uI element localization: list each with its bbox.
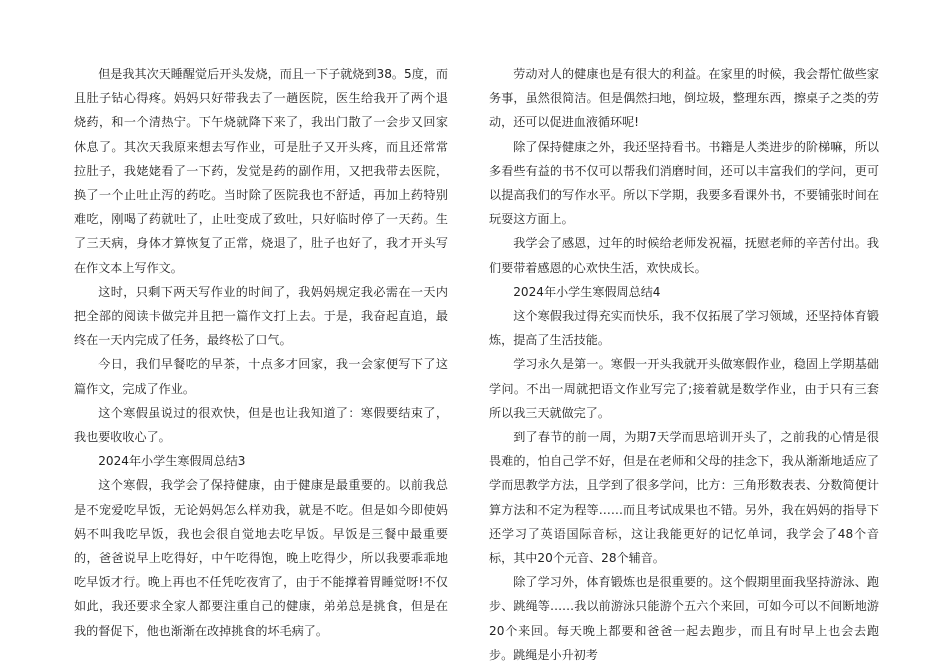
paragraph: 这个寒假，我学会了保持健康，由于健康是最重要的。以前我总是不宠爱吃早饭，无论妈妈怎么样劝我，就是不吃。但是如今即使妈妈不叫我吃早饭，我也会很自觉地去吃早饭。早饭是三餐中最重要的，爸爸说早上吃得好，中午吃得饱，晚上吃得少，所以我要乖乖地吃早饭才行。晚上再也不任凭吃夜宵了，由于不能撑着胃睡觉呀!不仅如此，我还要求全家人都要注重自己的健康，弟弟总是挑食，但是在我的督促下，他也渐渐在改掉挑食的坏毛病了。: [74, 478, 448, 638]
section-heading: 2024年小学生寒假周总结3: [98, 454, 246, 469]
paragraph: 学习永久是第一。寒假一开头我就开头做寒假作业，稳固上学期基础学问。不出一周就把语文作业写完了;接着就是数学作业，由于只有三套所以我三天就做完了。: [489, 357, 879, 420]
paragraph: 今日，我们早餐吃的早茶，十点多才回家，我一会家便写下了这篇作文，完成了作业。: [74, 357, 448, 396]
paragraph: 但是我其次天睡醒觉后开头发烧，而且一下子就烧到38。5度，而且肚子钻心得疼。妈妈只好带我去了一趟医院，医生给我开了两个退烧药，和一个清热宁。下午烧就降下来了，我出门散了一会步又回家休息了。其次天我原来想去写作业，可是肚子又开头疼，而且还常常拉肚子，我姥姥看了一下药，发觉是药的副作用，又把我带去医院，换了一个止吐止泻的药吃。当时除了医院我也不舒适，再加上药特别难吃，刚喝了药就吐了，止吐变成了致吐，只好临时停了一天药。生了三天病，身体才算恢复了正常，烧退了，肚子也好了，我才开头写在作文本上写作文。: [74, 67, 448, 275]
section-heading: 2024年小学生寒假周总结4: [513, 284, 661, 299]
paragraph: 劳动对人的健康也是有很大的利益。在家里的时候，我会帮忙做些家务事，虽然很简洁。但是偶然扫地，倒垃圾，整理东西，擦桌子之类的劳动，还可以促进血液循环呢!: [489, 67, 879, 130]
paragraph: 我学会了感恩，过年的时候给老师发祝福，抚慰老师的辛苦付出。我们要带着感恩的心欢快生活，欢快成长。: [489, 236, 879, 275]
paragraph: 这个寒假我过得充实而快乐，我不仅拓展了学习领域，还坚持体育锻炼，提高了生活技能。: [489, 309, 879, 348]
paragraph: 这个寒假虽说过的很欢快，但是也让我知道了：寒假要结束了，我也要收收心了。: [74, 405, 448, 445]
left-column: [74, 62, 448, 643]
paragraph: 到了春节的前一周，为期7天学而思培训开头了，之前我的心情是很畏难的，怕自己学不好，但是在老师和父母的挂念下，我从渐渐地适应了学而思教学方法，且学到了很多学问，比方：三角形数表表、分数简便计算方法和不定为程等……而且考试成果也不错。另外，我在妈妈的指导下还学习了英语国际音标，这让我能更好的记忆单词，我学会了48个音标，其中20个元音、28个辅音。: [489, 430, 879, 566]
paragraph: 除了学习外，体育锻炼也是很重要的。这个假期里面我坚持游泳、跑步、跳绳等……我以前游泳只能游个五六个来回，可如今可以不间断地游20个来回。每天晚上都要和爸爸一起去跑步，而且有时早上也会去跑步。跳绳是小升初考: [489, 575, 879, 662]
right-column: [489, 62, 879, 667]
paragraph: 这时，只剩下两天写作业的时间了，我妈妈规定我必需在一天内把全部的阅读卡做完并且把一篇作文打上去。于是，我奋起直追，最终在一天内完成了任务，最终松了口气。: [74, 284, 448, 348]
paragraph: 除了保持健康之外，我还坚持看书。书籍是人类进步的阶梯嘛，所以多看些有益的书不仅可以帮我们消磨时间，还可以丰富我们的学问，更可以提高我们的写作水平。所以下学期，我要多看课外书，不要铺张时间在玩耍这方面上。: [489, 139, 879, 227]
